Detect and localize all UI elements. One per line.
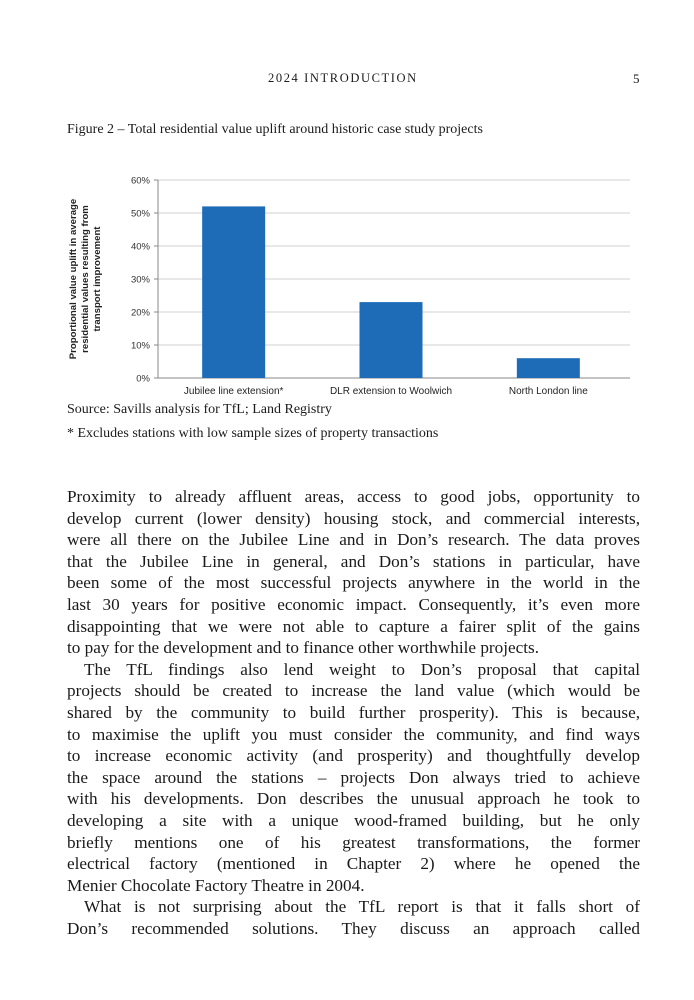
- bar: [517, 358, 580, 378]
- y-axis-label-line: transport improvement: [92, 226, 103, 332]
- y-tick-label: 0%: [136, 373, 150, 385]
- running-head: [0, 71, 694, 89]
- x-category-label: Jubilee line extension*: [183, 386, 284, 397]
- text-line: Proximity to already affluent areas, access to good jobs, opportunity to: [67, 487, 640, 506]
- text-line: What is not surprising about the TfL report is that it falls short of: [84, 897, 640, 917]
- y-axis-label-line: Proportional value uplift in average: [68, 198, 79, 360]
- x-category-label: North London line: [508, 386, 588, 397]
- text-line: developing a site with a unique wood-framed building, but he only: [67, 810, 640, 830]
- text-line: The TfL findings also lend weight to Don’s proposal that capital: [84, 659, 640, 679]
- y-tick-label: 50%: [130, 208, 150, 220]
- text-line: Don’s recommended solutions. They discuss an approach called: [67, 918, 640, 938]
- y-tick-label: 30%: [130, 274, 150, 286]
- body-paragraph: [67, 659, 640, 897]
- text-line: shared by the community to build further prosperity). This is because,: [67, 702, 640, 722]
- text-line: been some of the most successful projects anywhere in the world in the: [67, 573, 640, 593]
- text-line: with his developments. Don describes the unusual approach he took to: [67, 789, 640, 809]
- text-line: that the Jubilee Line in general, and Don’s stations in particular, have: [67, 551, 640, 571]
- text-line: the space around the stations – projects Don always tried to achieve: [67, 767, 640, 787]
- text-line: last 30 years for positive economic impact. Consequently, it’s even more: [67, 594, 640, 614]
- text-line: to pay for the development and to finance other worthwhile projects.: [67, 638, 540, 658]
- running-title: 2024 INTRODUCTION: [268, 71, 418, 85]
- text-line: disappointing that we were not able to capture a fairer split of the gains: [67, 616, 640, 636]
- y-axis-label-line: residential values resulting from: [80, 205, 91, 353]
- figure-footnote: * Excludes stations with low sample sizes of property transactions: [67, 426, 439, 441]
- x-category-label: DLR extension to Woolwich: [329, 386, 453, 397]
- text-line: briefly mentions one of his greatest transformations, the former: [67, 832, 640, 852]
- y-tick-label: 40%: [130, 241, 150, 253]
- figure-chart: [60, 168, 640, 400]
- text-line: projects should be created to increase the land value (which would be: [67, 681, 640, 701]
- text-line: were all there on the Jubilee Line and in Don’s research. The data proves: [67, 530, 640, 550]
- text-line: develop current (lower density) housing stock, and commercial interests,: [67, 508, 640, 528]
- bar-chart: [60, 168, 640, 400]
- body-text: [67, 486, 640, 939]
- y-tick-label: 60%: [130, 175, 150, 187]
- bar: [360, 302, 423, 378]
- text-line: to maximise the uplift you must consider the community, and find ways: [67, 724, 640, 744]
- figure-source: Source: Savills analysis for TfL; Land Registry: [67, 402, 332, 417]
- y-tick-label: 20%: [130, 307, 150, 319]
- text-line: to increase economic activity (and prosperity) and thoughtfully develop: [67, 746, 640, 766]
- text-line: Menier Chocolate Factory Theatre in 2004.: [67, 875, 365, 895]
- text-line: electrical factory (mentioned in Chapter 2) where he opened the: [67, 854, 640, 874]
- bar: [202, 206, 265, 378]
- body-paragraph: [67, 486, 640, 659]
- y-tick-label: 10%: [130, 340, 150, 352]
- figure-caption: Figure 2 – Total residential value uplift around historic case study projects: [67, 122, 483, 137]
- body-paragraph: [67, 896, 640, 939]
- page-number: 5: [633, 71, 640, 86]
